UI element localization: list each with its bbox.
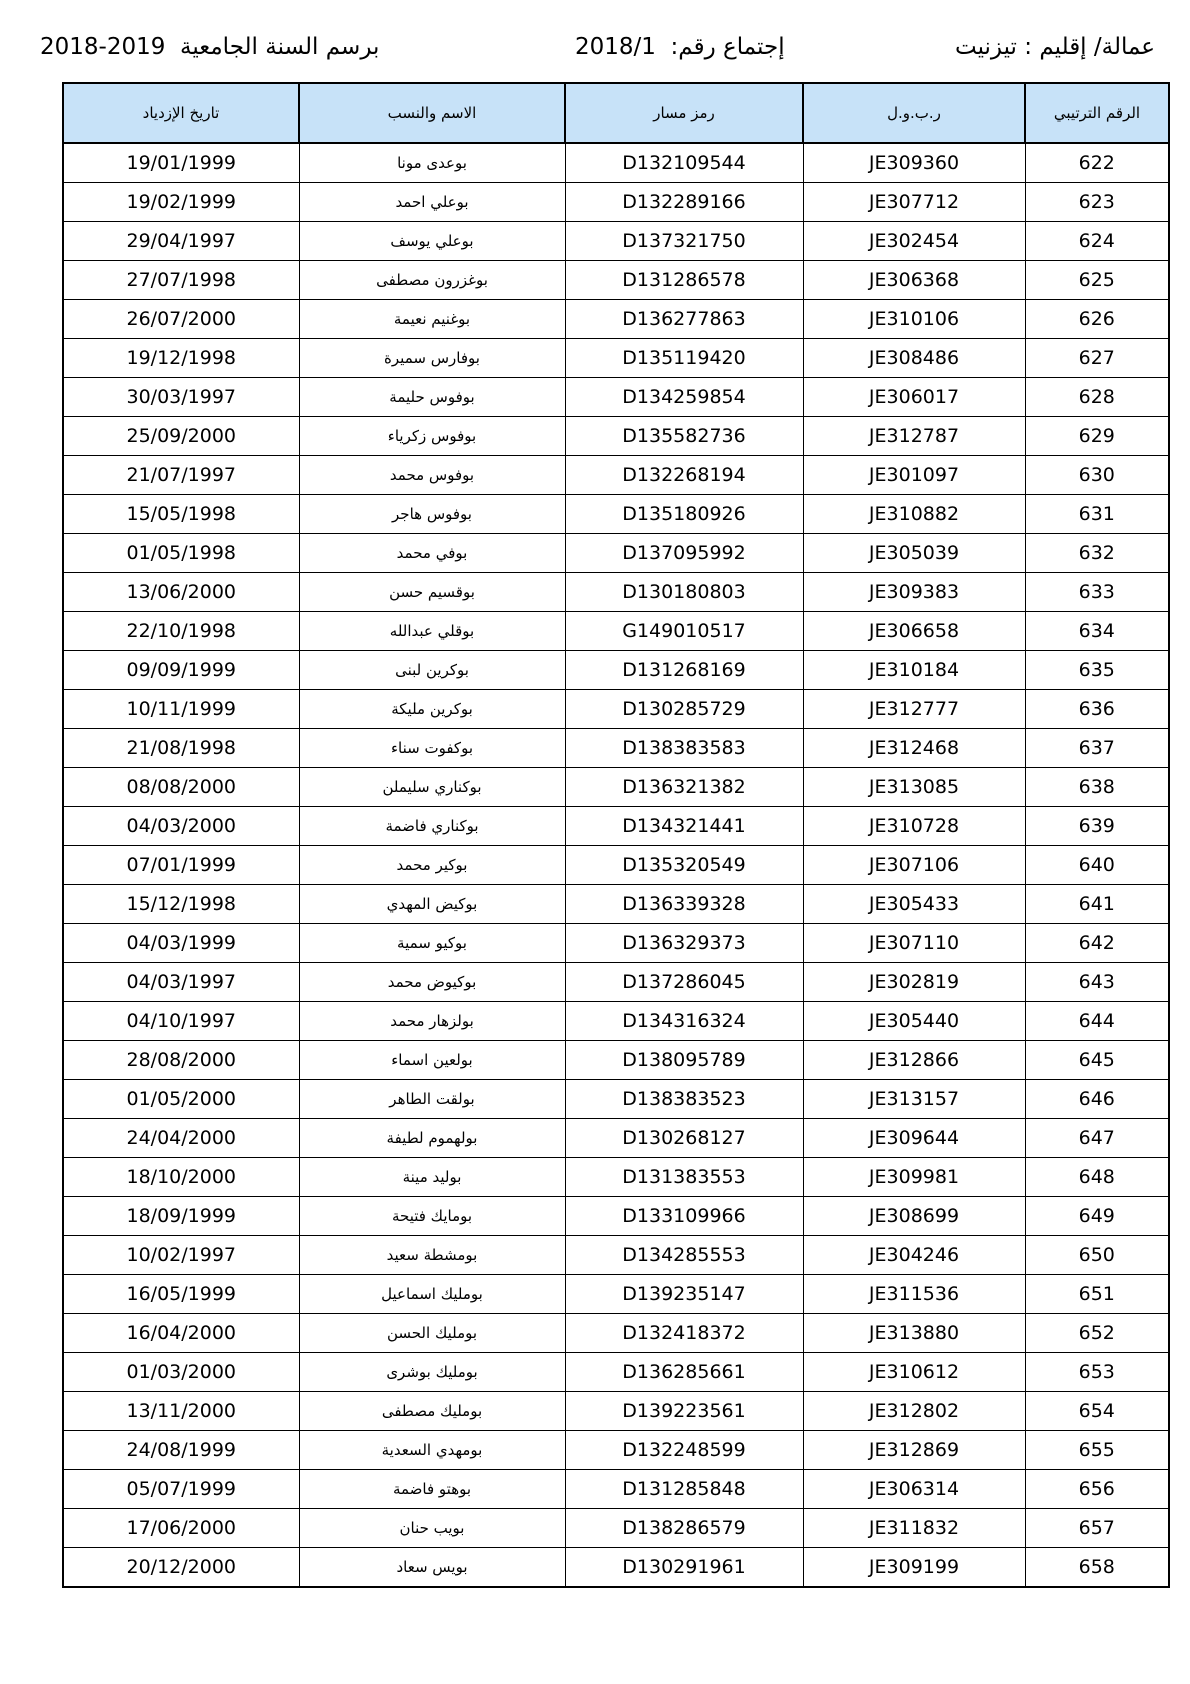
cell-massar-code: D139235147 (565, 1275, 803, 1314)
cell-full-name: بوعلي احمد (299, 183, 565, 222)
table-row (63, 1314, 1169, 1353)
cell-massar-code: D136329373 (565, 924, 803, 963)
table-row (63, 1119, 1169, 1158)
cell-full-name: بوكفوت سناء (299, 729, 565, 768)
cell-cin: JE309383 (803, 573, 1025, 612)
table-row (63, 1197, 1169, 1236)
cell-massar-code: D136339328 (565, 885, 803, 924)
cell-serial: 649 (1025, 1197, 1169, 1236)
cell-full-name: بوكيض المهدي (299, 885, 565, 924)
cell-birth-date: 21/08/1998 (63, 729, 299, 768)
cell-massar-code: D132289166 (565, 183, 803, 222)
cell-full-name: بوفوس حليمة (299, 378, 565, 417)
cell-full-name: بومليك بوشرى (299, 1353, 565, 1392)
cell-cin: JE313085 (803, 768, 1025, 807)
cell-birth-date: 10/02/1997 (63, 1236, 299, 1275)
table-row (63, 1509, 1169, 1548)
table-row (63, 690, 1169, 729)
cell-full-name: بوقسيم حسن (299, 573, 565, 612)
cell-cin: JE310184 (803, 651, 1025, 690)
table-row (63, 495, 1169, 534)
cell-serial: 638 (1025, 768, 1169, 807)
cell-cin: JE312869 (803, 1431, 1025, 1470)
cell-birth-date: 29/04/1997 (63, 222, 299, 261)
cell-cin: JE311832 (803, 1509, 1025, 1548)
cell-full-name: بوغنيم نعيمة (299, 300, 565, 339)
cell-serial: 650 (1025, 1236, 1169, 1275)
cell-massar-code: D133109966 (565, 1197, 803, 1236)
table-row (63, 378, 1169, 417)
cell-birth-date: 16/05/1999 (63, 1275, 299, 1314)
cell-birth-date: 01/05/1998 (63, 534, 299, 573)
cell-serial: 628 (1025, 378, 1169, 417)
table-row (63, 261, 1169, 300)
academic-year-heading (40, 34, 379, 60)
cell-massar-code: D138383523 (565, 1080, 803, 1119)
cell-cin: JE312468 (803, 729, 1025, 768)
cell-massar-code: D131286578 (565, 261, 803, 300)
column-header-full-name: الاسم والنسب (299, 83, 565, 143)
province-label: عمالة/ إقليم : (1024, 34, 1155, 60)
cell-birth-date: 15/12/1998 (63, 885, 299, 924)
cell-massar-code: D132268194 (565, 456, 803, 495)
cell-massar-code: D137286045 (565, 963, 803, 1002)
cell-birth-date: 13/11/2000 (63, 1392, 299, 1431)
table-row (63, 768, 1169, 807)
cell-serial: 651 (1025, 1275, 1169, 1314)
cell-serial: 629 (1025, 417, 1169, 456)
cell-full-name: بولزهار محمد (299, 1002, 565, 1041)
cell-birth-date: 08/08/2000 (63, 768, 299, 807)
cell-serial: 643 (1025, 963, 1169, 1002)
cell-cin: JE304246 (803, 1236, 1025, 1275)
cell-massar-code: D134259854 (565, 378, 803, 417)
cell-full-name: بومليك مصطفى (299, 1392, 565, 1431)
cell-serial: 646 (1025, 1080, 1169, 1119)
table-row (63, 924, 1169, 963)
cell-birth-date: 19/12/1998 (63, 339, 299, 378)
cell-cin: JE302819 (803, 963, 1025, 1002)
cell-cin: JE308486 (803, 339, 1025, 378)
cell-full-name: بومشطة سعيد (299, 1236, 565, 1275)
cell-full-name: بوكرين لبنى (299, 651, 565, 690)
cell-massar-code: D137321750 (565, 222, 803, 261)
cell-birth-date: 17/06/2000 (63, 1509, 299, 1548)
table-header-row (63, 83, 1169, 143)
cell-serial: 648 (1025, 1158, 1169, 1197)
cell-birth-date: 19/02/1999 (63, 183, 299, 222)
table-row (63, 1353, 1169, 1392)
table-row (63, 963, 1169, 1002)
table-row (63, 222, 1169, 261)
cell-cin: JE313880 (803, 1314, 1025, 1353)
cell-serial: 642 (1025, 924, 1169, 963)
cell-serial: 622 (1025, 143, 1169, 183)
academic-year-value: 2018-2019 (40, 34, 166, 60)
cell-serial: 630 (1025, 456, 1169, 495)
cell-serial: 644 (1025, 1002, 1169, 1041)
table-row (63, 651, 1169, 690)
cell-birth-date: 18/09/1999 (63, 1197, 299, 1236)
table-row (63, 417, 1169, 456)
cell-serial: 625 (1025, 261, 1169, 300)
cell-birth-date: 16/04/2000 (63, 1314, 299, 1353)
cell-serial: 632 (1025, 534, 1169, 573)
table-row (63, 1548, 1169, 1588)
cell-cin: JE306368 (803, 261, 1025, 300)
cell-full-name: بويس سعاد (299, 1548, 565, 1588)
cell-cin: JE309981 (803, 1158, 1025, 1197)
cell-full-name: بوهتو فاضمة (299, 1470, 565, 1509)
table-row (63, 573, 1169, 612)
cell-birth-date: 09/09/1999 (63, 651, 299, 690)
table-row (63, 1470, 1169, 1509)
cell-massar-code: D135180926 (565, 495, 803, 534)
cell-full-name: بومهدي السعدية (299, 1431, 565, 1470)
cell-birth-date: 05/07/1999 (63, 1470, 299, 1509)
cell-full-name: بوعدى مونا (299, 143, 565, 183)
cell-massar-code: D138095789 (565, 1041, 803, 1080)
cell-serial: 656 (1025, 1470, 1169, 1509)
cell-full-name: بوكناري فاضمة (299, 807, 565, 846)
cell-full-name: بولعين اسماء (299, 1041, 565, 1080)
cell-serial: 640 (1025, 846, 1169, 885)
column-header-birth-date: تاريخ الإزدياد (63, 83, 299, 143)
cell-massar-code: D130285729 (565, 690, 803, 729)
cell-cin: JE313157 (803, 1080, 1025, 1119)
cell-cin: JE307712 (803, 183, 1025, 222)
table-row (63, 1041, 1169, 1080)
cell-birth-date: 19/01/1999 (63, 143, 299, 183)
cell-full-name: بوكيوض محمد (299, 963, 565, 1002)
cell-full-name: بوكير محمد (299, 846, 565, 885)
academic-year-label: برسم السنة الجامعية (180, 34, 380, 60)
cell-massar-code: D138286579 (565, 1509, 803, 1548)
column-header-cin: ر.ب.و.ل (803, 83, 1025, 143)
cell-birth-date: 27/07/1998 (63, 261, 299, 300)
cell-cin: JE312787 (803, 417, 1025, 456)
table-row (63, 143, 1169, 183)
meeting-number-label: إجتماع رقم: (670, 34, 785, 60)
cell-cin: JE311536 (803, 1275, 1025, 1314)
column-header-serial: الرقم الترتيبي (1025, 83, 1169, 143)
cell-massar-code: D132418372 (565, 1314, 803, 1353)
cell-massar-code: D132109544 (565, 143, 803, 183)
table-row (63, 1431, 1169, 1470)
cell-massar-code: D130291961 (565, 1548, 803, 1588)
cell-full-name: بوفوس محمد (299, 456, 565, 495)
cell-cin: JE310612 (803, 1353, 1025, 1392)
cell-serial: 626 (1025, 300, 1169, 339)
cell-birth-date: 01/03/2000 (63, 1353, 299, 1392)
cell-birth-date: 15/05/1998 (63, 495, 299, 534)
cell-massar-code: D131268169 (565, 651, 803, 690)
cell-birth-date: 20/12/2000 (63, 1548, 299, 1588)
cell-birth-date: 26/07/2000 (63, 300, 299, 339)
cell-cin: JE310882 (803, 495, 1025, 534)
cell-cin: JE307110 (803, 924, 1025, 963)
cell-cin: JE306658 (803, 612, 1025, 651)
cell-cin: JE308699 (803, 1197, 1025, 1236)
cell-massar-code: D135582736 (565, 417, 803, 456)
cell-full-name: بوكناري سليملن (299, 768, 565, 807)
cell-serial: 636 (1025, 690, 1169, 729)
cell-full-name: بوغزرون مصطفى (299, 261, 565, 300)
cell-massar-code: D132248599 (565, 1431, 803, 1470)
cell-cin: JE306314 (803, 1470, 1025, 1509)
table-row (63, 534, 1169, 573)
meeting-number-value: 2018/1 (575, 34, 656, 60)
cell-serial: 633 (1025, 573, 1169, 612)
province-value: تيزنيت (954, 34, 1017, 60)
cell-full-name: بوعلي يوسف (299, 222, 565, 261)
cell-cin: JE305433 (803, 885, 1025, 924)
students-table (62, 82, 1170, 1588)
table-row (63, 729, 1169, 768)
province-heading (955, 34, 1155, 60)
cell-birth-date: 24/04/2000 (63, 1119, 299, 1158)
cell-serial: 658 (1025, 1548, 1169, 1588)
cell-serial: 623 (1025, 183, 1169, 222)
table-row (63, 1002, 1169, 1041)
cell-full-name: بوقلي عبدالله (299, 612, 565, 651)
cell-serial: 647 (1025, 1119, 1169, 1158)
cell-full-name: بولقت الطاهر (299, 1080, 565, 1119)
cell-massar-code: D130180803 (565, 573, 803, 612)
table-row (63, 1158, 1169, 1197)
cell-birth-date: 04/03/1999 (63, 924, 299, 963)
cell-cin: JE307106 (803, 846, 1025, 885)
cell-massar-code: D135119420 (565, 339, 803, 378)
cell-full-name: بومايك فتيحة (299, 1197, 565, 1236)
cell-cin: JE310106 (803, 300, 1025, 339)
table-row (63, 183, 1169, 222)
cell-cin: JE312777 (803, 690, 1025, 729)
cell-full-name: بوكرين مليكة (299, 690, 565, 729)
table-row (63, 1392, 1169, 1431)
cell-full-name: بومليك اسماعيل (299, 1275, 565, 1314)
cell-massar-code: D136277863 (565, 300, 803, 339)
cell-full-name: بولهموم لطيفة (299, 1119, 565, 1158)
table-row (63, 300, 1169, 339)
cell-birth-date: 04/03/2000 (63, 807, 299, 846)
table-row (63, 1275, 1169, 1314)
cell-cin: JE312866 (803, 1041, 1025, 1080)
cell-serial: 657 (1025, 1509, 1169, 1548)
cell-massar-code: D139223561 (565, 1392, 803, 1431)
cell-serial: 639 (1025, 807, 1169, 846)
cell-serial: 624 (1025, 222, 1169, 261)
cell-cin: JE302454 (803, 222, 1025, 261)
cell-massar-code: D136285661 (565, 1353, 803, 1392)
cell-serial: 655 (1025, 1431, 1169, 1470)
cell-birth-date: 25/09/2000 (63, 417, 299, 456)
cell-serial: 652 (1025, 1314, 1169, 1353)
column-header-massar-code: رمز مسار (565, 83, 803, 143)
cell-full-name: بومليك الحسن (299, 1314, 565, 1353)
table-row (63, 339, 1169, 378)
cell-full-name: بوفوس هاجر (299, 495, 565, 534)
cell-serial: 631 (1025, 495, 1169, 534)
cell-serial: 641 (1025, 885, 1169, 924)
cell-massar-code: D134285553 (565, 1236, 803, 1275)
table-row (63, 612, 1169, 651)
cell-cin: JE309360 (803, 143, 1025, 183)
cell-birth-date: 22/10/1998 (63, 612, 299, 651)
cell-cin: JE305440 (803, 1002, 1025, 1041)
cell-full-name: بوفارس سميرة (299, 339, 565, 378)
cell-cin: JE306017 (803, 378, 1025, 417)
cell-cin: JE301097 (803, 456, 1025, 495)
table-row (63, 846, 1169, 885)
cell-serial: 645 (1025, 1041, 1169, 1080)
cell-full-name: بوكيو سمية (299, 924, 565, 963)
cell-massar-code: G149010517 (565, 612, 803, 651)
cell-full-name: بوليد مينة (299, 1158, 565, 1197)
cell-cin: JE312802 (803, 1392, 1025, 1431)
cell-massar-code: D130268127 (565, 1119, 803, 1158)
cell-massar-code: D138383583 (565, 729, 803, 768)
cell-massar-code: D137095992 (565, 534, 803, 573)
cell-serial: 653 (1025, 1353, 1169, 1392)
cell-birth-date: 18/10/2000 (63, 1158, 299, 1197)
cell-massar-code: D134316324 (565, 1002, 803, 1041)
cell-cin: JE309199 (803, 1548, 1025, 1588)
cell-massar-code: D134321441 (565, 807, 803, 846)
cell-full-name: بويب حنان (299, 1509, 565, 1548)
cell-massar-code: D136321382 (565, 768, 803, 807)
cell-serial: 654 (1025, 1392, 1169, 1431)
cell-full-name: بوفي محمد (299, 534, 565, 573)
cell-birth-date: 07/01/1999 (63, 846, 299, 885)
cell-birth-date: 04/03/1997 (63, 963, 299, 1002)
cell-massar-code: D131383553 (565, 1158, 803, 1197)
cell-cin: JE309644 (803, 1119, 1025, 1158)
meeting-number-heading (575, 34, 785, 60)
cell-serial: 635 (1025, 651, 1169, 690)
cell-cin: JE310728 (803, 807, 1025, 846)
table-row (63, 456, 1169, 495)
cell-cin: JE305039 (803, 534, 1025, 573)
cell-birth-date: 24/08/1999 (63, 1431, 299, 1470)
cell-full-name: بوفوس زكرياء (299, 417, 565, 456)
cell-birth-date: 04/10/1997 (63, 1002, 299, 1041)
cell-birth-date: 13/06/2000 (63, 573, 299, 612)
cell-birth-date: 21/07/1997 (63, 456, 299, 495)
cell-massar-code: D131285848 (565, 1470, 803, 1509)
cell-birth-date: 01/05/2000 (63, 1080, 299, 1119)
table-row (63, 885, 1169, 924)
cell-serial: 634 (1025, 612, 1169, 651)
table-row (63, 1236, 1169, 1275)
cell-massar-code: D135320549 (565, 846, 803, 885)
cell-birth-date: 30/03/1997 (63, 378, 299, 417)
table-row (63, 1080, 1169, 1119)
cell-birth-date: 28/08/2000 (63, 1041, 299, 1080)
cell-serial: 637 (1025, 729, 1169, 768)
table-row (63, 807, 1169, 846)
cell-birth-date: 10/11/1999 (63, 690, 299, 729)
cell-serial: 627 (1025, 339, 1169, 378)
